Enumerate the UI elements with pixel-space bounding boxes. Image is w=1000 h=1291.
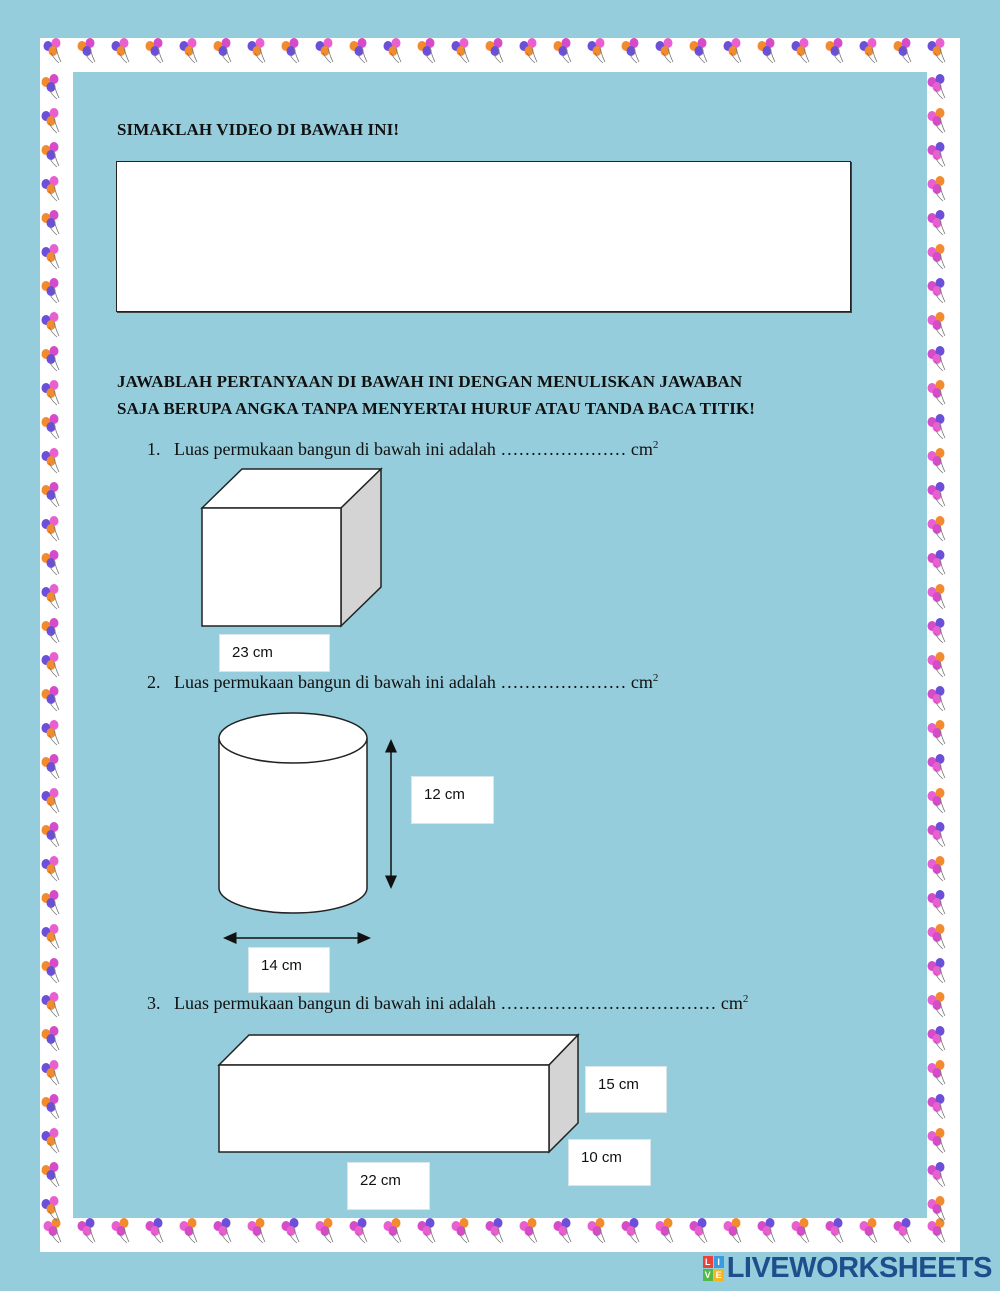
- unit-exponent: 2: [652, 672, 659, 684]
- question-text: Luas permukaan bangun di bawah ini adalah ………………… cm: [174, 439, 653, 459]
- cuboid-front-face: [219, 1065, 549, 1152]
- instruction-line-1: JAWABLAH PERTANYAAN DI BAWAH INI DENGAN MENULISKAN JAWABAN: [117, 372, 743, 391]
- question-number: 1.: [147, 439, 161, 459]
- badge-letter: E: [715, 1270, 722, 1280]
- question-1: [147, 439, 658, 460]
- cylinder-top: [219, 713, 367, 763]
- label-cuboid-width: 10 cm: [568, 1139, 651, 1186]
- label-cube-side: 23 cm: [219, 634, 330, 672]
- question-number: 3.: [147, 993, 161, 1013]
- video-player[interactable]: [116, 161, 851, 312]
- question-text: Luas permukaan bangun di bawah ini adalah ………………… cm: [174, 672, 653, 692]
- unit-exponent: 2: [652, 439, 659, 451]
- question-2: [147, 672, 658, 693]
- live-badge-icon: [703, 1256, 724, 1281]
- label-cylinder-diameter: 14 cm: [248, 947, 330, 993]
- brand-name: LIVEWORKSHEETS: [726, 1252, 992, 1284]
- badge-letter: I: [714, 1256, 724, 1268]
- cuboid-top-face: [219, 1035, 578, 1065]
- video-heading: SIMAKLAH VIDEO DI BAWAH INI!: [117, 120, 400, 139]
- liveworksheets-logo: [703, 1252, 992, 1285]
- cube-front-face: [202, 508, 341, 626]
- question-text: Luas permukaan bangun di bawah ini adalah ……………………………… cm: [174, 993, 743, 1013]
- question-3: [147, 993, 748, 1014]
- cube-figure: [195, 462, 390, 632]
- label-cuboid-length: 22 cm: [347, 1162, 430, 1210]
- cylinder-figure: [205, 705, 415, 950]
- label-cylinder-height: 12 cm: [411, 776, 494, 824]
- label-cuboid-height: 15 cm: [585, 1066, 667, 1113]
- unit-exponent: 2: [742, 993, 749, 1005]
- badge-letter: V: [704, 1270, 711, 1280]
- badge-letter: L: [703, 1256, 713, 1268]
- instruction-line-2: SAJA BERUPA ANGKA TANPA MENYERTAI HURUF ATAU TANDA BACA TITIK!: [117, 399, 755, 418]
- cuboid-figure: [212, 1030, 587, 1160]
- cylinder-body: [219, 738, 367, 913]
- question-number: 2.: [147, 672, 161, 692]
